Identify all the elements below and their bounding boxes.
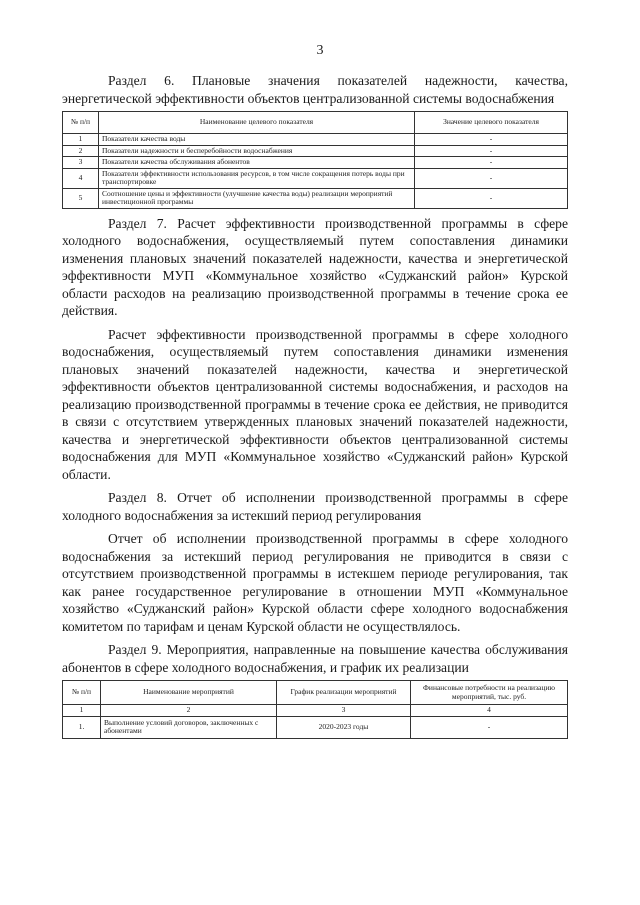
section8-heading: Раздел 8. Отчет об исполнении производственной программы в сфере холодного водоснабжения за истекший период регулирования — [62, 490, 568, 523]
row-value: - — [415, 168, 568, 188]
row-num: 5 — [63, 188, 99, 208]
row-value: - — [415, 188, 568, 208]
row-name: Показатели качества обслуживания абонентов — [99, 157, 415, 169]
row-num: 3 — [63, 157, 99, 169]
index-cell: 2 — [101, 705, 277, 717]
table-row — [63, 168, 568, 188]
table-row — [63, 188, 568, 208]
section7-body: Расчет эффективности производственной программы в сфере холодного водоснабжения, осуществляемый путем сопоставления динамики изменения плановых значений показателей надежности, качества и энергетической эффективности объектов централизованной системы водоснабжения, и расходов на реализацию производственной программы в течение срока ее действия, не приводится в связи с отсутствием утвержденных плановых значений показателей надежности, качества и энергетической эффективности объектов централизованной системы водоснабжения для МУП «Коммунальное хозяйство «Суджанский район» Курской области. — [62, 326, 568, 482]
table-header-row — [63, 681, 568, 705]
index-cell: 3 — [277, 705, 411, 717]
row-finance: - — [411, 716, 568, 738]
row-value: - — [415, 157, 568, 169]
index-cell: 1 — [63, 705, 101, 717]
section8-body: Отчет об исполнении производственной программы в сфере холодного водоснабжения за истекший период регулирования не приводится в связи с отсутствием производственной программы в истекшем периоде регулирования, так как ранее государственное регулирование в отношении МУП «Коммунальное хозяйство «Суджанский район» Курской области сфере холодного водоснабжения комитетом по тарифам и ценам Курской области не осуществлялось. — [62, 531, 568, 634]
table-row — [63, 716, 568, 738]
row-name: Показатели эффективности использования ресурсов, в том числе сокращения потерь воды при транспортировке — [99, 168, 415, 188]
row-schedule: 2020-2023 годы — [277, 716, 411, 738]
table-index-row — [63, 705, 568, 717]
row-num: 4 — [63, 168, 99, 188]
row-value: - — [415, 145, 568, 157]
row-name: Показатели качества воды — [99, 134, 415, 146]
table-row — [63, 145, 568, 157]
row-num: 1. — [63, 716, 101, 738]
row-name: Соотношение цены и эффективности (улучшение качества воды) реализации мероприятий инвестиционной программы — [99, 188, 415, 208]
table-row — [63, 157, 568, 169]
section9-measures-table — [62, 680, 568, 739]
row-name: Выполнение условий договоров, заключенных с абонентами — [101, 716, 277, 738]
header-num: № п/п — [63, 112, 99, 134]
section9-heading: Раздел 9. Мероприятия, направленные на повышение качества обслуживания абонентов в сфере холодного водоснабжения, и график их реализации — [62, 642, 568, 675]
section6-indicators-table — [62, 111, 568, 209]
row-value: - — [415, 134, 568, 146]
section7-heading: Раздел 7. Расчет эффективности производственной программы в сфере холодного водоснабжения, осуществляемый путем сопоставления динамики изменения плановых значений показателей надежности, качества и энергетической эффективности МУП «Коммунальное хозяйство «Суджанский район» Курской области расходов на реализацию производственной программы в течение срока ее действия. — [62, 215, 568, 318]
index-cell: 4 — [411, 705, 568, 717]
header-name: Наименование целевого показателя — [99, 112, 415, 134]
header-schedule: График реализации мероприятий — [277, 681, 411, 705]
header-value: Значение целевого показателя — [415, 112, 568, 134]
header-name: Наименование мероприятий — [101, 681, 277, 705]
header-finance: Финансовые потребности на реализацию мероприятий, тыс. руб. — [411, 681, 568, 705]
page-number: 3 — [316, 43, 324, 58]
table-row — [63, 134, 568, 146]
document-content — [62, 72, 568, 739]
row-num: 1 — [63, 134, 99, 146]
table-header-row — [63, 112, 568, 134]
row-name: Показатели надежности и бесперебойности водоснабжения — [99, 145, 415, 157]
header-num: № п/п — [63, 681, 101, 705]
section6-heading: Раздел 6. Плановые значения показателей надежности, качества, энергетической эффективности объектов централизованной системы водоснабжения — [62, 73, 568, 106]
row-num: 2 — [63, 145, 99, 157]
